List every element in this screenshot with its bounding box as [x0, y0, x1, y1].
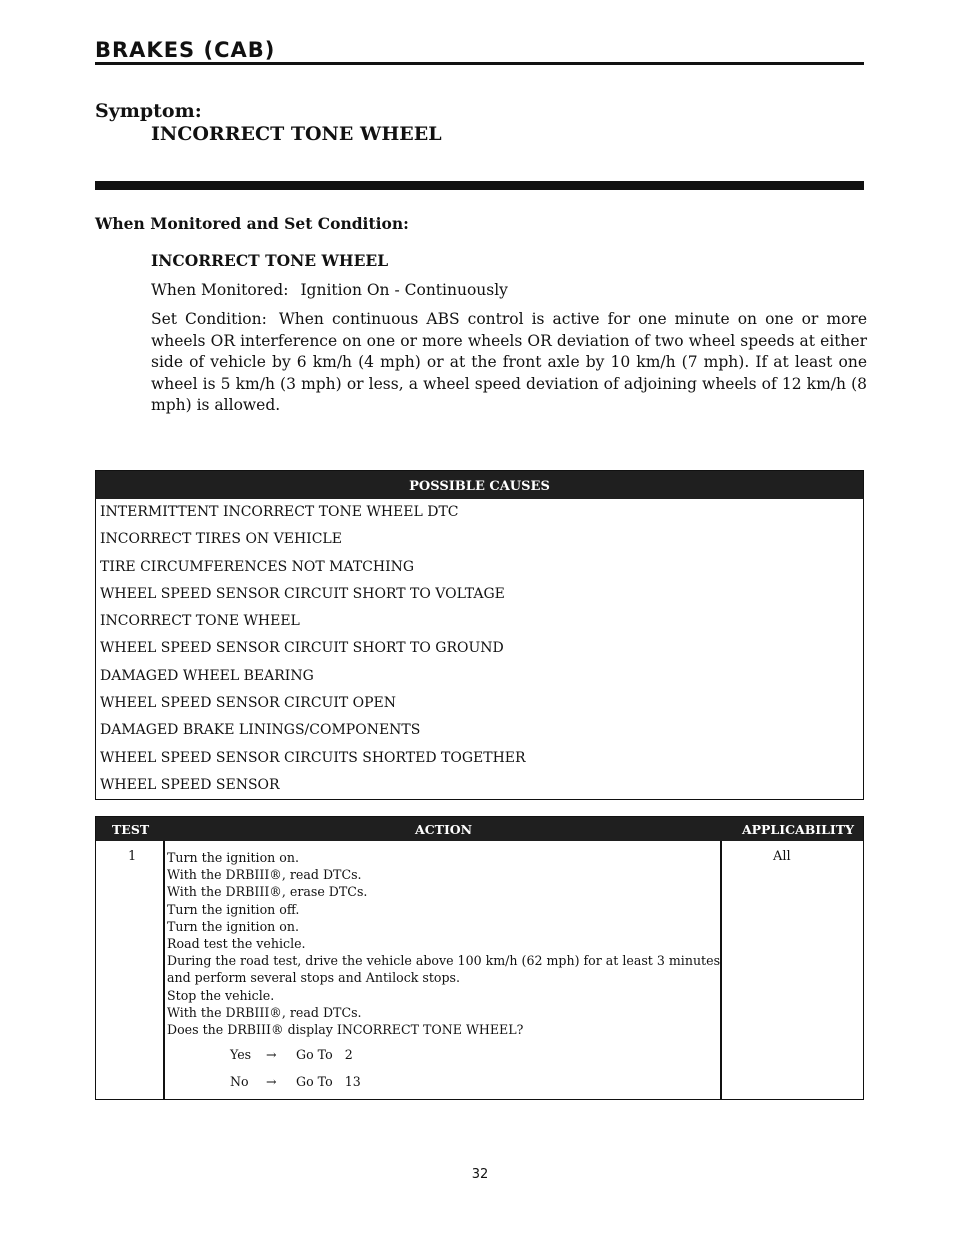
branch-answer: Yes — [230, 1047, 252, 1062]
symptom-rule — [95, 181, 864, 190]
action-line: Turn the ignition on. — [167, 850, 299, 865]
cause-item: WHEEL SPEED SENSOR CIRCUIT OPEN — [100, 695, 397, 712]
column-header-test: TEST — [112, 822, 150, 837]
cause-item: WHEEL SPEED SENSOR CIRCUIT SHORT TO VOLTAGE — [100, 585, 505, 602]
conditions-title: INCORRECT TONE WHEEL — [151, 251, 389, 270]
conditions-heading: When Monitored and Set Condition: — [95, 214, 409, 233]
action-line: Turn the ignition on. — [167, 918, 299, 934]
cause-item: DAMAGED WHEEL BEARING — [100, 667, 314, 684]
column-divider — [163, 841, 165, 1099]
conditions-block — [151, 250, 867, 425]
branch-no — [230, 1074, 361, 1089]
when-monitored-value: Ignition On - Continuously — [300, 280, 508, 299]
symptom-title: INCORRECT TONE WHEEL — [151, 123, 442, 145]
cause-item: WHEEL SPEED SENSOR CIRCUITS SHORTED TOGETHER — [100, 749, 526, 766]
branch-yes — [230, 1047, 353, 1062]
cause-item: INCORRECT TONE WHEEL — [100, 613, 300, 630]
action-line: Stop the vehicle. — [167, 987, 275, 1003]
set-condition-value: When continuous ABS control is active for one minute on one or more wheels OR interference on one or more wheels OR deviation of two wheel speeds at either side of vehicle by 6 km/h (4 mph) or at the front axle by 10 km/h (7 mph). If at least one wheel is 5 km/h (3 mph) or less, a wheel speed deviation of adjoining wheels of 12 km/h (8 mph) is allowed. — [151, 310, 867, 414]
test-table-header — [96, 817, 863, 841]
action-line: Road test the vehicle. — [167, 936, 306, 952]
action-line: During the road test, drive the vehicle above 100 km/h (62 mph) for at least 3 minutes — [167, 953, 721, 969]
action-line: Does the DRBIII® display INCORRECT TONE WHEEL? — [167, 1022, 524, 1038]
cause-item: TIRE CIRCUMFERENCES NOT MATCHING — [100, 558, 415, 575]
arrow-right-icon: → — [266, 1074, 277, 1089]
possible-causes-list — [96, 499, 863, 799]
possible-causes-table — [95, 470, 864, 800]
action-steps — [167, 849, 727, 1038]
action-line: With the DRBIII®, read DTCs. — [167, 1004, 362, 1020]
action-line: Turn the ignition off. — [167, 901, 300, 917]
test-table — [95, 816, 864, 1100]
when-monitored-label: When Monitored: — [151, 280, 289, 299]
test-number: 1 — [128, 849, 137, 864]
cause-item: WHEEL SPEED SENSOR — [100, 776, 280, 793]
action-line: With the DRBIII®, erase DTCs. — [167, 884, 368, 900]
branch-goto: Go To 13 — [296, 1074, 361, 1089]
possible-causes-header: POSSIBLE CAUSES — [96, 471, 863, 499]
branch-goto: Go To 2 — [296, 1047, 353, 1062]
set-condition-label: Set Condition: — [151, 310, 267, 328]
section-header: BRAKES (CAB) — [95, 38, 276, 62]
when-monitored — [151, 280, 867, 302]
column-header-applicability: APPLICABILITY — [741, 822, 854, 837]
applicability-value: All — [773, 849, 791, 864]
symptom-label: Symptom: — [95, 100, 202, 122]
cause-item: DAMAGED BRAKE LININGS/COMPONENTS — [100, 722, 421, 739]
action-line: With the DRBIII®, read DTCs. — [167, 867, 362, 883]
cause-item: INTERMITTENT INCORRECT TONE WHEEL DTC — [100, 504, 459, 520]
header-rule — [95, 62, 864, 65]
action-line: and perform several stops and Antilock stops. — [167, 970, 461, 986]
cause-item: WHEEL SPEED SENSOR CIRCUIT SHORT TO GROUND — [100, 640, 504, 657]
cause-item: INCORRECT TIRES ON VEHICLE — [100, 531, 342, 548]
branch-answer: No — [230, 1074, 249, 1089]
page-number: 32 — [471, 1167, 489, 1182]
column-header-action: ACTION — [415, 822, 473, 837]
set-condition — [151, 309, 867, 417]
arrow-right-icon: → — [266, 1047, 277, 1062]
